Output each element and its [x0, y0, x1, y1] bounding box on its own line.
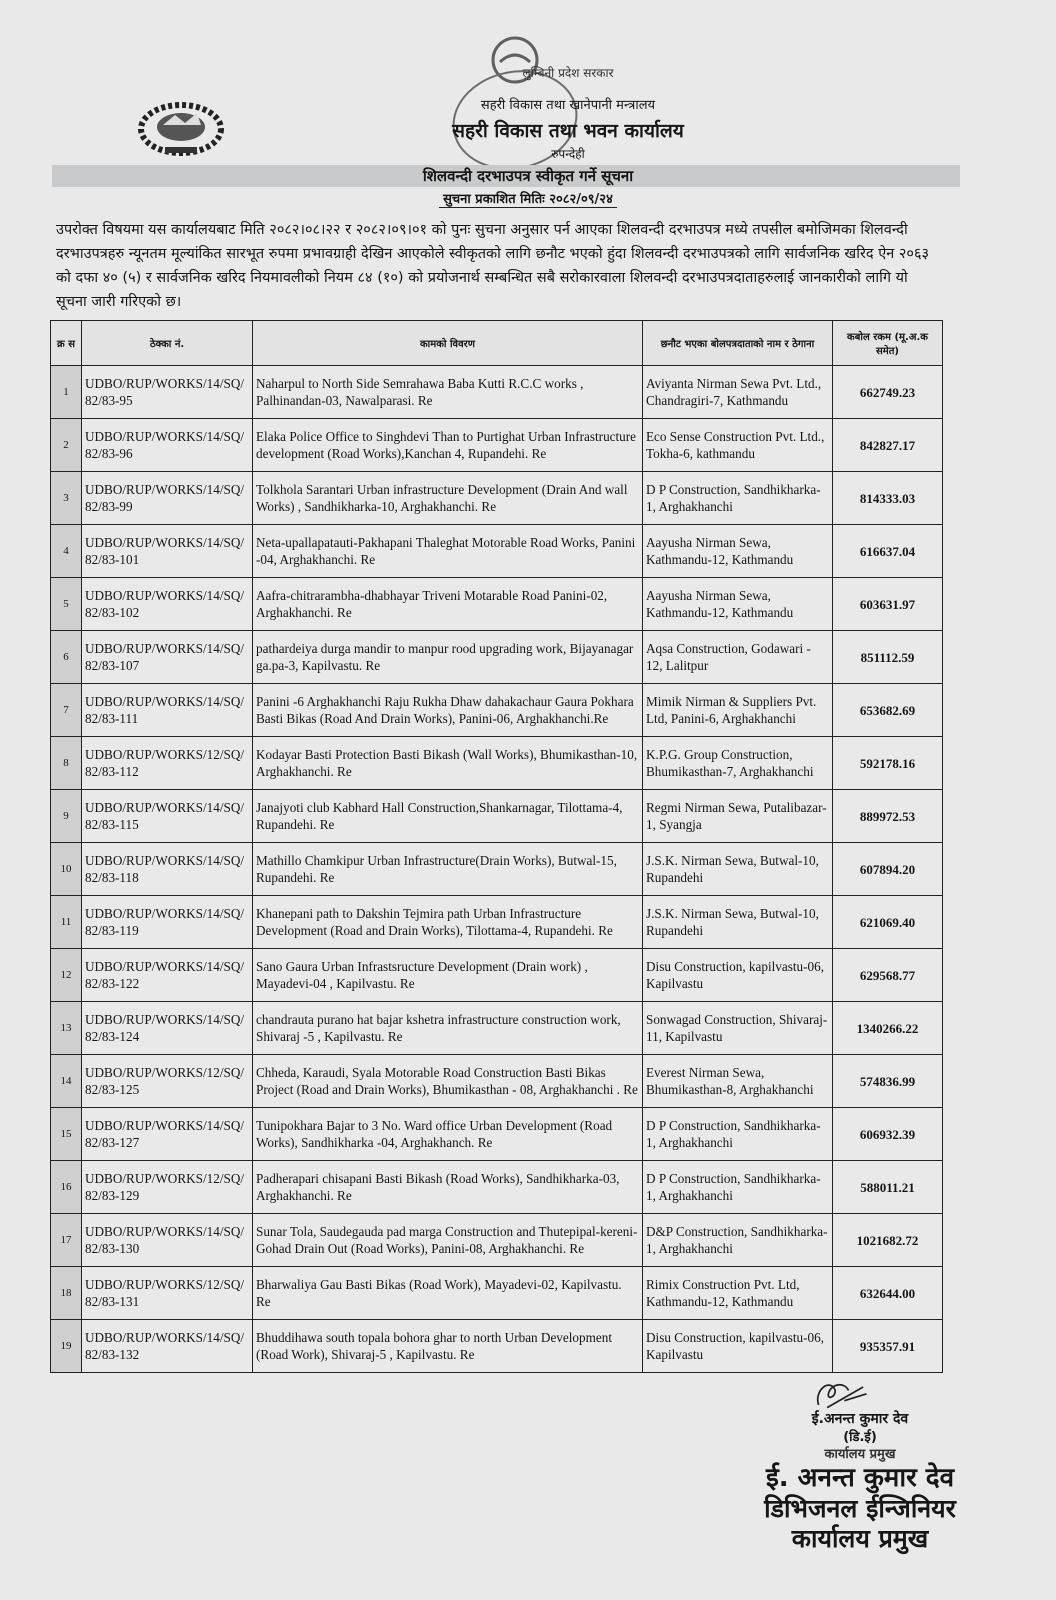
signatory-name: ई.अनन्त कुमार देव: [811, 1411, 909, 1427]
col-contract-no: ठेक्का नं.: [82, 321, 253, 366]
serial-cell: 19: [51, 1320, 82, 1373]
table-row: [51, 366, 943, 419]
description-cell: chandrauta purano hat bajar kshetra infrastructure construction work, Shivaraj -5 , Kapilvastu. Re: [253, 1002, 643, 1055]
district-name: रुपन्देही: [551, 147, 585, 161]
amount-cell: 653682.69: [833, 684, 943, 737]
description-cell: Khanepani path to Dakshin Tejmira path Urban Infrastructure Development (Road and Drain Works), Tilottama-4, Rupandehi. Re: [253, 896, 643, 949]
col-bidder: छनौट भएका बोलपत्रदाताको नाम र ठेगाना: [643, 321, 833, 366]
serial-cell: 11: [51, 896, 82, 949]
table-row: [51, 1161, 943, 1214]
signatory-degree: (डि.ई): [843, 1429, 877, 1445]
table-row: [51, 737, 943, 790]
contract-no-cell: UDBO/RUP/WORKS/14/SQ/ 82/83-111: [82, 684, 253, 737]
description-cell: Neta-upallapatauti-Pakhapani Thaleghat Motorable Road Works, Panini -04, Arghakhanchi. Re: [253, 525, 643, 578]
role-overprint: कार्यालय प्रमुख: [824, 1447, 896, 1463]
contract-no-cell: UDBO/RUP/WORKS/12/SQ/ 82/83-131: [82, 1267, 253, 1320]
signature-block: [700, 1375, 1020, 1554]
amount-cell: 814333.03: [833, 472, 943, 525]
description-cell: Panini -6 Arghakhanchi Raju Rukha Dhaw dahakachaur Gaura Pokhara Basti Bikas (Road And Drain Works), Panini-06, Arghakhanchi.Re: [253, 684, 643, 737]
notice-title: शिलवन्दी दरभाउपत्र स्वीकृत गर्ने सूचना: [422, 167, 634, 185]
table-row: [51, 472, 943, 525]
table-row: [51, 1320, 943, 1373]
amount-cell: 632644.00: [833, 1267, 943, 1320]
contract-no-cell: UDBO/RUP/WORKS/12/SQ/ 82/83-125: [82, 1055, 253, 1108]
serial-cell: 18: [51, 1267, 82, 1320]
serial-cell: 2: [51, 419, 82, 472]
description-cell: Elaka Police Office to Singhdevi Than to Purtighat Urban Infrastructure development (Road Works),Kanchan 4, Rupandehi. Re: [253, 419, 643, 472]
bidder-cell: Regmi Nirman Sewa, Putalibazar-1, Syangja: [643, 790, 833, 843]
description-cell: Padherapari chisapani Basti Bikash (Road Works), Sandhikharka-03, Arghakhanchi. Re: [253, 1161, 643, 1214]
contract-no-cell: UDBO/RUP/WORKS/14/SQ/ 82/83-122: [82, 949, 253, 1002]
serial-cell: 16: [51, 1161, 82, 1214]
serial-cell: 6: [51, 631, 82, 684]
table-row: [51, 684, 943, 737]
serial-cell: 14: [51, 1055, 82, 1108]
table-row: [51, 790, 943, 843]
bidder-cell: Rimix Construction Pvt. Ltd, Kathmandu-12, Kathmandu: [643, 1267, 833, 1320]
amount-cell: 606932.39: [833, 1108, 943, 1161]
contract-no-cell: UDBO/RUP/WORKS/14/SQ/ 82/83-130: [82, 1214, 253, 1267]
table-row: [51, 1055, 943, 1108]
stamp-role: कार्यालय प्रमुख: [791, 1524, 929, 1554]
col-amount: कबोल रकम (मू.अ.क समेत): [833, 321, 943, 366]
serial-cell: 10: [51, 843, 82, 896]
amount-cell: 889972.53: [833, 790, 943, 843]
description-cell: Tunipokhara Bajar to 3 No. Ward office Urban Development (Road Works), Sandhikharka -04, Arghakhanch. Re: [253, 1108, 643, 1161]
contract-no-cell: UDBO/RUP/WORKS/14/SQ/ 82/83-96: [82, 419, 253, 472]
table-row: [51, 843, 943, 896]
contract-no-cell: UDBO/RUP/WORKS/14/SQ/ 82/83-132: [82, 1320, 253, 1373]
contract-no-cell: UDBO/RUP/WORKS/14/SQ/ 82/83-102: [82, 578, 253, 631]
contract-no-cell: UDBO/RUP/WORKS/14/SQ/ 82/83-115: [82, 790, 253, 843]
amount-cell: 1340266.22: [833, 1002, 943, 1055]
bidder-cell: J.S.K. Nirman Sewa, Butwal-10, Rupandehi: [643, 843, 833, 896]
published-date-text: सुचना प्रकाशित मितिः २०८२/०९/२४: [439, 192, 617, 208]
serial-cell: 4: [51, 525, 82, 578]
bidder-cell: Everest Nirman Sewa, Bhumikasthan-8, Arghakhanchi: [643, 1055, 833, 1108]
description-cell: Naharpul to North Side Semrahawa Baba Kutti R.C.C works , Palhinandan-03, Nawalparasi. Re: [253, 366, 643, 419]
bidder-cell: Aayusha Nirman Sewa, Kathmandu-12, Kathmandu: [643, 525, 833, 578]
table-row: [51, 1002, 943, 1055]
serial-cell: 7: [51, 684, 82, 737]
notice-body: उपरोक्त विषयमा यस कार्यालयबाट मिति २०८२।०८।२२ र २०८२।०९।०१ को पुनः सुचना अनुसार पर्न आएका शिलवन्दी दरभाउपत्र मध्ये तपसील बमोजिमका शिलवन्दी दरभाउपत्रहरु न्यूनतम मूल्यांकित सारभूत रुपमा प्रभावग्राही देखिन आएकोले स्वीकृतको लागि छनौट भएको हुंदा शिलवन्दी दरभाउपत्रको लागि सार्वजनिक खरिद ऐन २०६३ को दफा ४० (५) र सार्वजनिक खरिद नियमावलीको नियम ८४ (१०) को प्रयोजनार्थ सम्बन्धित सबै सरोकारवाला शिलवन्दी दरभाउपत्रदाताहरुलाई जानकारीको लागि यो सूचना जारी गरिएको छ।: [56, 222, 930, 310]
amount-cell: 629568.77: [833, 949, 943, 1002]
contract-no-cell: UDBO/RUP/WORKS/14/SQ/ 82/83-124: [82, 1002, 253, 1055]
amount-cell: 662749.23: [833, 366, 943, 419]
serial-cell: 13: [51, 1002, 82, 1055]
contract-no-cell: UDBO/RUP/WORKS/12/SQ/ 82/83-129: [82, 1161, 253, 1214]
description-cell: Aafra-chitrarambha-dhabhayar Triveni Motarable Road Panini-02, Arghakhanchi. Re: [253, 578, 643, 631]
table-row: [51, 631, 943, 684]
bidder-cell: D P Construction, Sandhikharka-1, Arghakhanchi: [643, 472, 833, 525]
description-cell: Kodayar Basti Protection Basti Bikash (Wall Works), Bhumikasthan-10, Arghakhanchi. Re: [253, 737, 643, 790]
amount-cell: 616637.04: [833, 525, 943, 578]
stamp-title: डिभिजनल ईन्जिनियर: [764, 1494, 956, 1524]
description-cell: Bharwaliya Gau Basti Bikas (Road Work), Mayadevi-02, Kapilvastu. Re: [253, 1267, 643, 1320]
bidder-cell: D P Construction, Sandhikharka-1, Arghakhanchi: [643, 1161, 833, 1214]
serial-cell: 5: [51, 578, 82, 631]
col-serial: क्र स: [51, 321, 82, 366]
contract-no-cell: UDBO/RUP/WORKS/14/SQ/ 82/83-127: [82, 1108, 253, 1161]
serial-cell: 1: [51, 366, 82, 419]
ministry-name: सहरी विकास तथा खानेपानी मन्त्रालय: [480, 98, 656, 113]
bidder-cell: K.P.G. Group Construction, Bhumikasthan-7, Arghakhanchi: [643, 737, 833, 790]
bidder-cell: Aviyanta Nirman Sewa Pvt. Ltd., Chandragiri-7, Kathmandu: [643, 366, 833, 419]
description-cell: Janajyoti club Kabhard Hall Construction,Shankarnagar, Tilottama-4, Rupandehi. Re: [253, 790, 643, 843]
serial-cell: 9: [51, 790, 82, 843]
amount-cell: 588011.21: [833, 1161, 943, 1214]
amount-cell: 607894.20: [833, 843, 943, 896]
table-row: [51, 578, 943, 631]
office-name: सहरी विकास तथा भवन कार्यालय: [452, 120, 684, 142]
description-cell: Sunar Tola, Saudegauda pad marga Construction and Thutepipal-kereni-Gohad Drain Out (Road Works), Panini-08, Arghakhanchi. Re: [253, 1214, 643, 1267]
bidder-cell: Sonwagad Construction, Shivaraj-11, Kapilvastu: [643, 1002, 833, 1055]
serial-cell: 17: [51, 1214, 82, 1267]
description-cell: pathardeiya durga mandir to manpur rood upgrading work, Bijayanagar ga.pa-3, Kapilvastu. Re: [253, 631, 643, 684]
stamp-text: लुम्बिनी प्रदेश सरकार: [522, 66, 614, 80]
contract-no-cell: UDBO/RUP/WORKS/12/SQ/ 82/83-112: [82, 737, 253, 790]
serial-cell: 12: [51, 949, 82, 1002]
bidder-cell: D&P Construction, Sandhikharka-1, Arghakhanchi: [643, 1214, 833, 1267]
notice-content: [50, 218, 956, 1554]
amount-cell: 851112.59: [833, 631, 943, 684]
table-row: [51, 896, 943, 949]
handwritten-signature: [805, 1375, 875, 1411]
table-row: [51, 949, 943, 1002]
bidder-cell: Disu Construction, kapilvastu-06, Kapilvastu: [643, 949, 833, 1002]
table-row: [51, 1108, 943, 1161]
serial-cell: 8: [51, 737, 82, 790]
contract-no-cell: UDBO/RUP/WORKS/14/SQ/ 82/83-118: [82, 843, 253, 896]
table-row: [51, 419, 943, 472]
contract-no-cell: UDBO/RUP/WORKS/14/SQ/ 82/83-119: [82, 896, 253, 949]
contract-no-cell: UDBO/RUP/WORKS/14/SQ/ 82/83-99: [82, 472, 253, 525]
bidder-cell: Disu Construction, kapilvastu-06, Kapilvastu: [643, 1320, 833, 1373]
published-date: [0, 192, 1056, 208]
bidder-cell: D P Construction, Sandhikharka-1, Arghakhanchi: [643, 1108, 833, 1161]
table-row: [51, 1214, 943, 1267]
bidder-cell: Mimik Nirman & Suppliers Pvt. Ltd, Panini-6, Arghakhanchi: [643, 684, 833, 737]
col-work-description: कामको विवरण: [253, 321, 643, 366]
amount-cell: 603631.97: [833, 578, 943, 631]
contract-no-cell: UDBO/RUP/WORKS/14/SQ/ 82/83-107: [82, 631, 253, 684]
serial-cell: 3: [51, 472, 82, 525]
contract-no-cell: UDBO/RUP/WORKS/14/SQ/ 82/83-101: [82, 525, 253, 578]
table-row: [51, 525, 943, 578]
amount-cell: 1021682.72: [833, 1214, 943, 1267]
serial-cell: 15: [51, 1108, 82, 1161]
amount-cell: 592178.16: [833, 737, 943, 790]
bidder-cell: Aqsa Construction, Godawari - 12, Lalitpur: [643, 631, 833, 684]
awarded-bids-table: [50, 320, 943, 1373]
description-cell: Chheda, Karaudi, Syala Motorable Road Construction Basti Bikas Project (Road and Drain Works), Bhumikasthan - 08, Arghakhanchi . Re: [253, 1055, 643, 1108]
bidder-cell: J.S.K. Nirman Sewa, Butwal-10, Rupandehi: [643, 896, 833, 949]
table-header-row: [51, 321, 943, 366]
amount-cell: 935357.91: [833, 1320, 943, 1373]
amount-cell: 842827.17: [833, 419, 943, 472]
description-cell: Bhuddihawa south topala bohora ghar to north Urban Development (Road Work), Shivaraj-5 , Kapilvastu. Re: [253, 1320, 643, 1373]
amount-cell: 574836.99: [833, 1055, 943, 1108]
stamp-name: ई. अनन्त कुमार देव: [765, 1462, 955, 1493]
description-cell: Sano Gaura Urban Infrastsructure Development (Drain work) , Mayadevi-04 , Kapilvastu. Re: [253, 949, 643, 1002]
amount-cell: 621069.40: [833, 896, 943, 949]
description-cell: Tolkhola Sarantari Urban infrastructure Development (Drain And wall Works) , Sandhikharka-10, Arghakhanchi. Re: [253, 472, 643, 525]
bidder-cell: Aayusha Nirman Sewa, Kathmandu-12, Kathmandu: [643, 578, 833, 631]
contract-no-cell: UDBO/RUP/WORKS/14/SQ/ 82/83-95: [82, 366, 253, 419]
description-cell: Mathillo Chamkipur Urban Infrastructure(Drain Works), Butwal-15, Rupandehi. Re: [253, 843, 643, 896]
bidder-cell: Eco Sense Construction Pvt. Ltd., Tokha-6, kathmandu: [643, 419, 833, 472]
table-row: [51, 1267, 943, 1320]
